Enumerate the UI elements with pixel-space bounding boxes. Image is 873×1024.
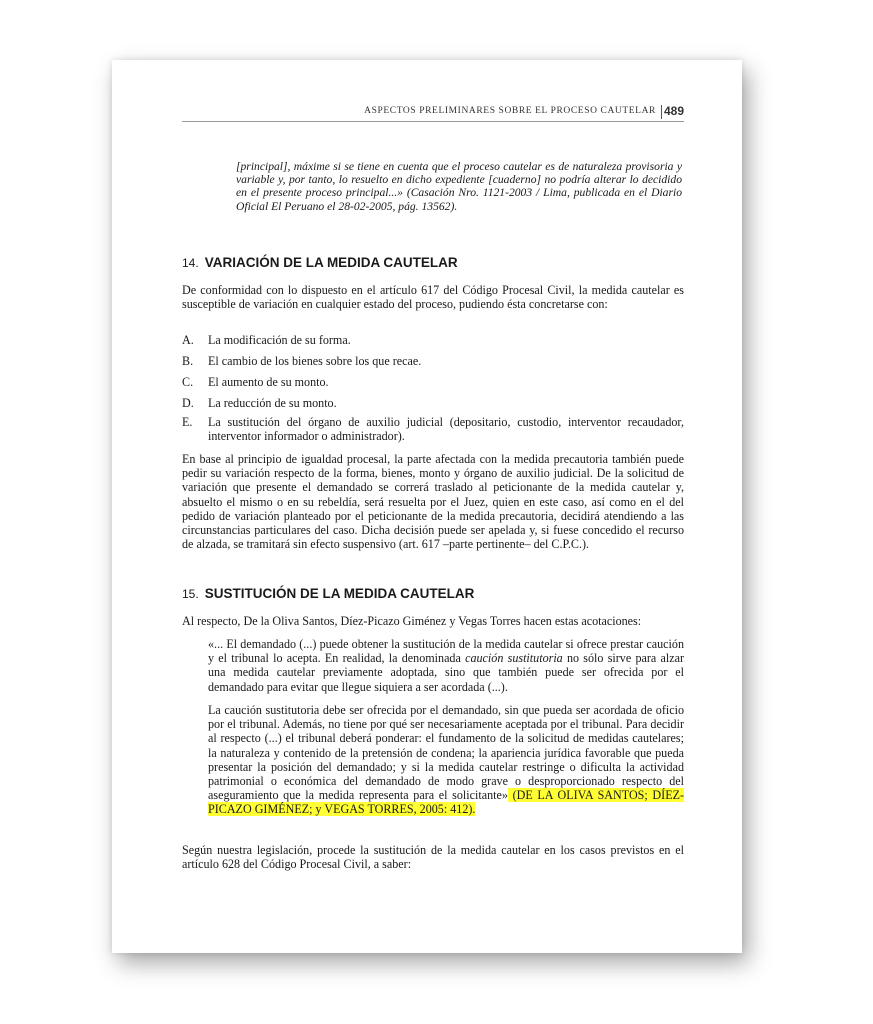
section-14-number: 14. — [182, 256, 199, 270]
quote-2-text: La caución sustitutoria debe ser ofrecida por el demandado, sin que pueda ser acordada de oficio por el tribunal. Además, no tiene por qué ser necesariamente aceptada por el tribunal. Para decidir al respecto (...) el tribunal deberá ponderar: el fundamento de la solicitud de medidas cautelares; la naturaleza y contenido de la pretensión de condena; la apariencia jurídica favorable que pueda presentar la posición del demandado; y si la medida cautelar restringe o dificulta la actividad patrimonial o económica del demandado de modo grave o desproporcionado respecto del aseguramiento que la medida representa para el solicitante» — [208, 703, 684, 803]
block-quote-top: [principal], máxime si se tiene en cuenta que el proceso cautelar es de naturaleza provisoria y variable y, por tanto, lo resuelto en dicho expediente [cuaderno] no podría alterar lo decidido en el presente proceso principal...» (Casación Nro. 1121-2003 / Lima, publicada en el Diario Oficial El Peruano el 28-02-2005, pág. 13562). — [236, 160, 682, 213]
list-letter: B. — [182, 354, 194, 368]
section-14-title: VARIACIÓN DE LA MEDIDA CAUTELAR — [204, 255, 458, 270]
page-number: 489 — [663, 104, 684, 118]
section-15-closing: Según nuestra legislación, procede la sustitución de la medida cautelar en los casos previstos en el artículo 628 del Código Procesal Civil, a saber: — [182, 843, 684, 872]
section-15-title: SUSTITUCIÓN DE LA MEDIDA CAUTELAR — [204, 586, 475, 601]
running-header — [182, 106, 684, 122]
list-letter: C. — [182, 375, 194, 389]
list-text: El aumento de su monto. — [208, 375, 329, 389]
quote-1-italic-term: caución sustitutoria — [465, 651, 563, 666]
list-item — [182, 396, 684, 410]
block-quote-2 — [208, 703, 684, 817]
list-text: El cambio de los bienes sobre los que recae. — [208, 354, 422, 368]
list-letter: D. — [182, 396, 194, 410]
section-14-intro: De conformidad con lo dispuesto en el artículo 617 del Código Procesal Civil, la medida cautelar es susceptible de variación en cualquier estado del proceso, pudiendo ésta concretarse con: — [182, 283, 684, 312]
document-page — [112, 60, 742, 953]
section-15-number: 15. — [182, 587, 199, 601]
quote-1-text-a: «... El demandado (...) puede obtener la sustitución de la medida cautelar si ofrece prestar caución y el tribunal lo acepta. En realidad, la denominada — [208, 637, 684, 666]
list-item — [182, 333, 684, 347]
list-text: La modificación de su forma. — [208, 333, 351, 347]
list-item — [182, 415, 684, 443]
list-letter: A. — [182, 333, 194, 347]
block-quote-1 — [208, 637, 684, 694]
list-item — [182, 375, 684, 389]
header-divider — [661, 105, 662, 119]
list-letter: E. — [182, 415, 193, 429]
section-15-intro: Al respecto, De la Oliva Santos, Díez-Picazo Giménez y Vegas Torres hacen estas acotaciones: — [182, 614, 642, 628]
section-14-heading — [182, 255, 458, 270]
list-item — [182, 354, 684, 368]
section-15-heading — [182, 586, 474, 601]
highlighted-citation: (DE LA OLIVA SANTOS; DÍEZ-PICAZO GIMÉNEZ; y VEGAS TORRES, 2005: 412). — [208, 788, 684, 817]
section-14-body: En base al principio de igualdad procesal, la parte afectada con la medida precautoria también puede pedir su variación respecto de la forma, bienes, monto y órgano de auxilio judicial. De la solicitud de variación que presente el demandado se correrá traslado al peticionante de la medida cautelar y, absuelto el mismo o en su rebeldía, será resuelta por el Juez, quien en este caso, así como en el del pedido de variación planteado por el peticionante de la medida precautoria, decidirá atendiendo a las circunstancias particulares del caso. Dicha decisión puede ser apelada y, si fuese concedido el recurso de alzada, se tramitará sin efecto suspensivo (art. 617 –parte pertinente– del C.P.C.). — [182, 452, 684, 552]
header-title: ASPECTOS PRELIMINARES SOBRE EL PROCESO CAUTELAR — [364, 106, 656, 116]
quote-1-text-b: no sólo sirve para alzar una medida cautelar previamente adoptada, sino que también puede ser ofrecida por el demandado para evitar que llegue siquiera a ser acordada (...). — [208, 651, 684, 694]
list-text: La reducción de su monto. — [208, 396, 337, 410]
list-text: La sustitución del órgano de auxilio judicial (depositario, custodio, interventor recaudador, interventor informador o administrador). — [208, 415, 684, 444]
